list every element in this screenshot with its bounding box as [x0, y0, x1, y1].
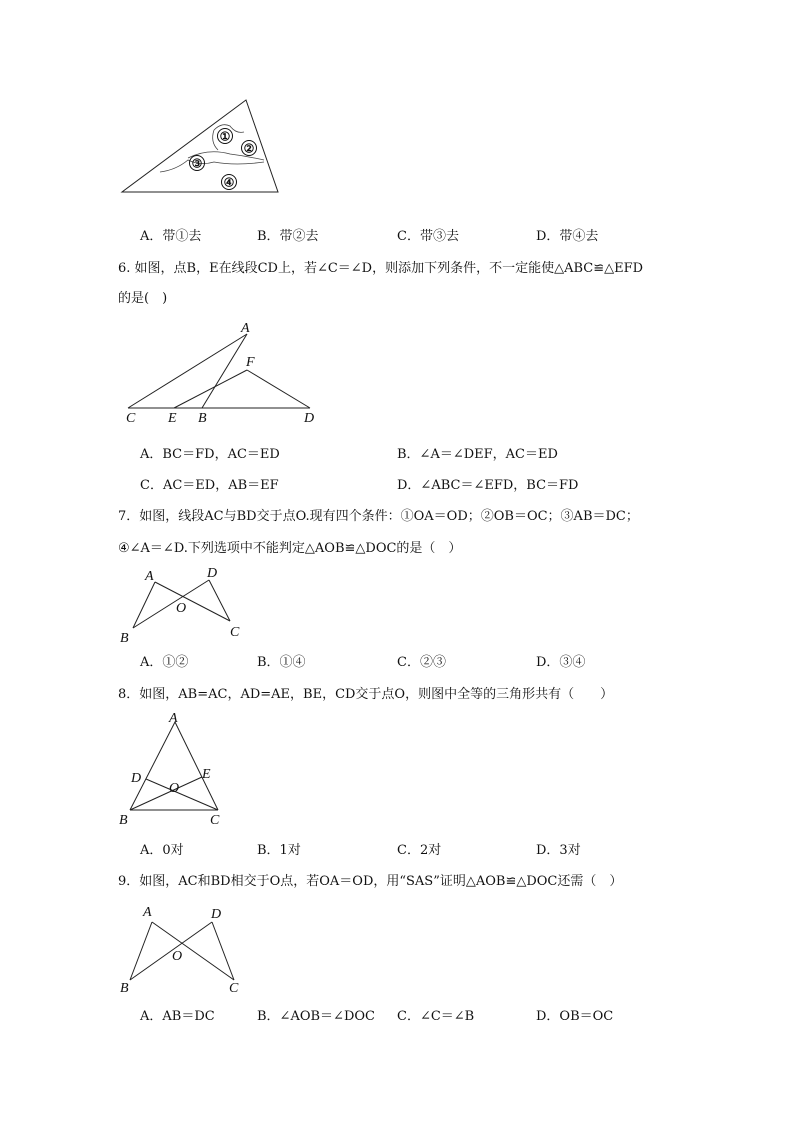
q6-option-d[interactable]: D．∠ABC＝∠EFD，BC＝FD [397, 478, 579, 493]
q6-label-f: F [246, 355, 255, 370]
q7-option-d[interactable]: D．③④ [536, 655, 586, 670]
q6-label-b: B [198, 411, 207, 426]
q7-option-a[interactable]: A．①② [140, 655, 189, 670]
q6-option-b[interactable]: B．∠A＝∠DEF，AC＝ED [397, 447, 558, 462]
q8-option-c[interactable]: C．2对 [397, 843, 442, 858]
q8-label-a: A [169, 711, 178, 726]
q6-label-d: D [304, 411, 315, 426]
q7-stem-line-2: ④∠A＝∠D.下列选项中不能判定△AOB≌△DOC的是（ ） [118, 541, 462, 556]
q7-label-c: C [230, 625, 240, 640]
q7-option-b[interactable]: B．①④ [257, 655, 306, 670]
q6-label-a: A [241, 321, 250, 336]
q7-bowtie-figure [116, 562, 244, 644]
q8-label-e: E [202, 767, 211, 782]
q9-label-b: B [120, 981, 129, 996]
q5-piece-1-label: ① [219, 129, 231, 144]
q6-triangle-figure [118, 318, 330, 426]
q9-bowtie-figure [116, 900, 248, 996]
q5-option-a[interactable]: A．带①去 [140, 229, 202, 244]
q8-label-o: O [169, 781, 180, 796]
q9-label-d: D [211, 907, 222, 922]
q6-option-a[interactable]: A．BC＝FD，AC＝ED [140, 447, 280, 462]
q8-label-d: D [131, 771, 142, 786]
q7-stem-line-1: 7．如图，线段AC与BD交于点O.现有四个条件：①OA＝OD；②OB＝OC；③AB＝DC； [118, 509, 639, 524]
q7-label-d: D [207, 566, 218, 581]
q9-option-d[interactable]: D．OB＝OC [536, 1009, 614, 1024]
q9-option-c[interactable]: C．∠C＝∠B [397, 1009, 475, 1024]
q6-stem-line-2: 的是( ) [118, 291, 168, 306]
q6-stem-line-1: 6. 如图，点B，E在线段CD上，若∠C＝∠D，则添加下列条件，不一定能使△ABC≌△EFD [118, 261, 644, 276]
q7-label-b: B [120, 631, 129, 644]
q6-label-e: E [168, 411, 177, 426]
q5-piece-3-label: ③ [191, 156, 203, 171]
q5-piece-2-label: ② [243, 141, 255, 156]
q8-label-c: C [210, 813, 220, 828]
q8-label-b: B [119, 813, 128, 828]
q8-isosceles-figure [116, 710, 228, 830]
q9-option-a[interactable]: A．AB＝DC [140, 1009, 215, 1024]
q8-option-d[interactable]: D．3对 [536, 843, 581, 858]
q9-label-a: A [143, 905, 152, 920]
q5-broken-glass-figure [118, 96, 286, 198]
q8-option-b[interactable]: B．1对 [257, 843, 301, 858]
q7-label-a: A [145, 569, 154, 584]
q6-option-c[interactable]: C．AC＝ED，AB＝EF [140, 478, 279, 493]
q5-option-c[interactable]: C．带③去 [397, 229, 459, 244]
q5-option-b[interactable]: B．带②去 [257, 229, 319, 244]
q9-stem: 9．如图，AC和BD相交于O点，若OA＝OD，用“SAS”证明△AOB≌△DOC还需（ ） [118, 874, 623, 889]
q9-option-b[interactable]: B．∠AOB＝∠DOC [257, 1009, 375, 1024]
q9-label-o: O [172, 949, 183, 964]
q5-piece-4-label: ④ [223, 175, 235, 190]
q7-label-o: O [176, 601, 187, 616]
q7-option-c[interactable]: C．②③ [397, 655, 446, 670]
q5-option-d[interactable]: D．带④去 [536, 229, 599, 244]
q6-label-c: C [126, 411, 136, 426]
q8-stem: 8．如图，AB=AC，AD=AE，BE，CD交于点O，则图中全等的三角形共有（ ） [118, 687, 614, 702]
q8-option-a[interactable]: A．0对 [140, 843, 184, 858]
q9-label-c: C [229, 981, 239, 996]
